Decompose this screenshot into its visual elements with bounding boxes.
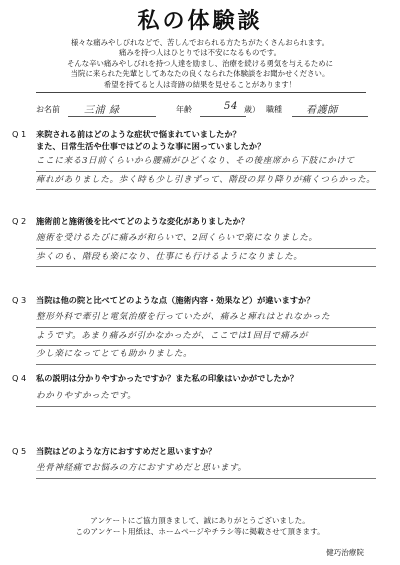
question-2 (12, 216, 249, 227)
job-label: 職種 (266, 105, 282, 114)
question-4 (12, 373, 298, 384)
answer-line: わかりやすかったです。 (36, 388, 376, 407)
question-text: 当院は他の院と比べてどのような点（施術内容・効果など）が違いますか？ (36, 295, 315, 305)
name-label: お名前 (36, 105, 60, 114)
intro-line: 当院に来られた先輩としてあなたの良くなられた体験談をお聞かせください。 (70, 69, 330, 79)
answer-line: 歩くのも、階段も楽になり、仕事にも行けるようになりました。 (36, 249, 376, 268)
answer-4 (36, 388, 376, 407)
age-label: 年齢 (176, 105, 192, 114)
answer-line: 施術を受けるたびに痛みが和らいで、2回くらいで楽になりました。 (36, 230, 376, 249)
question-text: 当院はどのような方におすすめだと思いますか？ (36, 446, 217, 456)
answer-line: 少し楽になってとても助かりました。 (36, 346, 376, 365)
question-3 (12, 295, 314, 306)
name-value: 三浦 緑 (84, 105, 120, 116)
age-unit: 歳） (244, 105, 260, 114)
answer-line: ここに来る3日前くらいから腰痛がひどくなり、その後座席から下肢にかけて (36, 153, 376, 172)
question-1-subtext: また、日常生活や仕事ではどのような事に困っていましたか？ (36, 141, 266, 151)
question-number: Q 4 (12, 373, 27, 383)
question-number: Q 1 (12, 129, 27, 139)
question-number: Q 2 (12, 216, 27, 226)
job-value: 看護師 (306, 105, 338, 116)
page-title: 私の体験談 (137, 9, 263, 34)
footer-line: アンケートにご協力頂きまして、誠にありがとうございました。 (90, 516, 310, 525)
age-value: 54 (224, 101, 238, 112)
question-number: Q 3 (12, 295, 27, 305)
name-underline (68, 116, 156, 117)
footer-text (30, 516, 370, 537)
question-5 (12, 446, 216, 457)
question-1 (12, 129, 241, 140)
intro-text (30, 38, 370, 90)
question-text: 施術前と施術後を比べてどのような変化がありましたか？ (36, 216, 249, 226)
answer-5 (36, 460, 376, 479)
answer-3 (36, 309, 376, 365)
intro-line: そんな辛い痛みやしびれを持つ人達を励まし、治療を続ける勇気を与えるために (66, 58, 334, 68)
answer-1 (36, 153, 376, 190)
answer-line: 痺れがありました。歩く時も少し引きずって、階段の昇り降りが痛くつらかった。 (36, 172, 376, 191)
intro-line: 様々な痛みやしびれなどで、苦しんでおられる方たちがたくさんおられます。 (71, 38, 329, 47)
clinic-name: 健巧治療院 (326, 548, 364, 557)
answer-2 (36, 230, 376, 267)
divider (36, 92, 366, 93)
question-text: 私の説明は分かりやすかったですか？また私の印象はいかがでしたか？ (36, 373, 299, 383)
answer-line: 整形外科で牽引と電気治療を行っていたが、痛みと痺れはとれなかった (36, 309, 376, 328)
question-number: Q 5 (12, 446, 27, 456)
intro-line: 希望を持てると人は奇跡の結果を見せることがあります！ (103, 79, 297, 89)
age-underline (200, 116, 246, 117)
footer-line: このアンケート用紙は、ホームページやチラシ等に掲載させて頂きます。 (75, 526, 325, 536)
intro-line: 痛みを持つ人はひとりでは不安になるものです。 (118, 48, 281, 58)
question-text: 来院される前はどのような症状で悩まれていましたか？ (36, 129, 241, 139)
answer-line: 坐骨神経痛でお悩みの方におすすめだと思います。 (36, 460, 376, 479)
answer-line: ようです。あまり痛みが引かなかったが、ここでは1回目で痛みが (36, 328, 376, 347)
job-underline (292, 116, 368, 117)
